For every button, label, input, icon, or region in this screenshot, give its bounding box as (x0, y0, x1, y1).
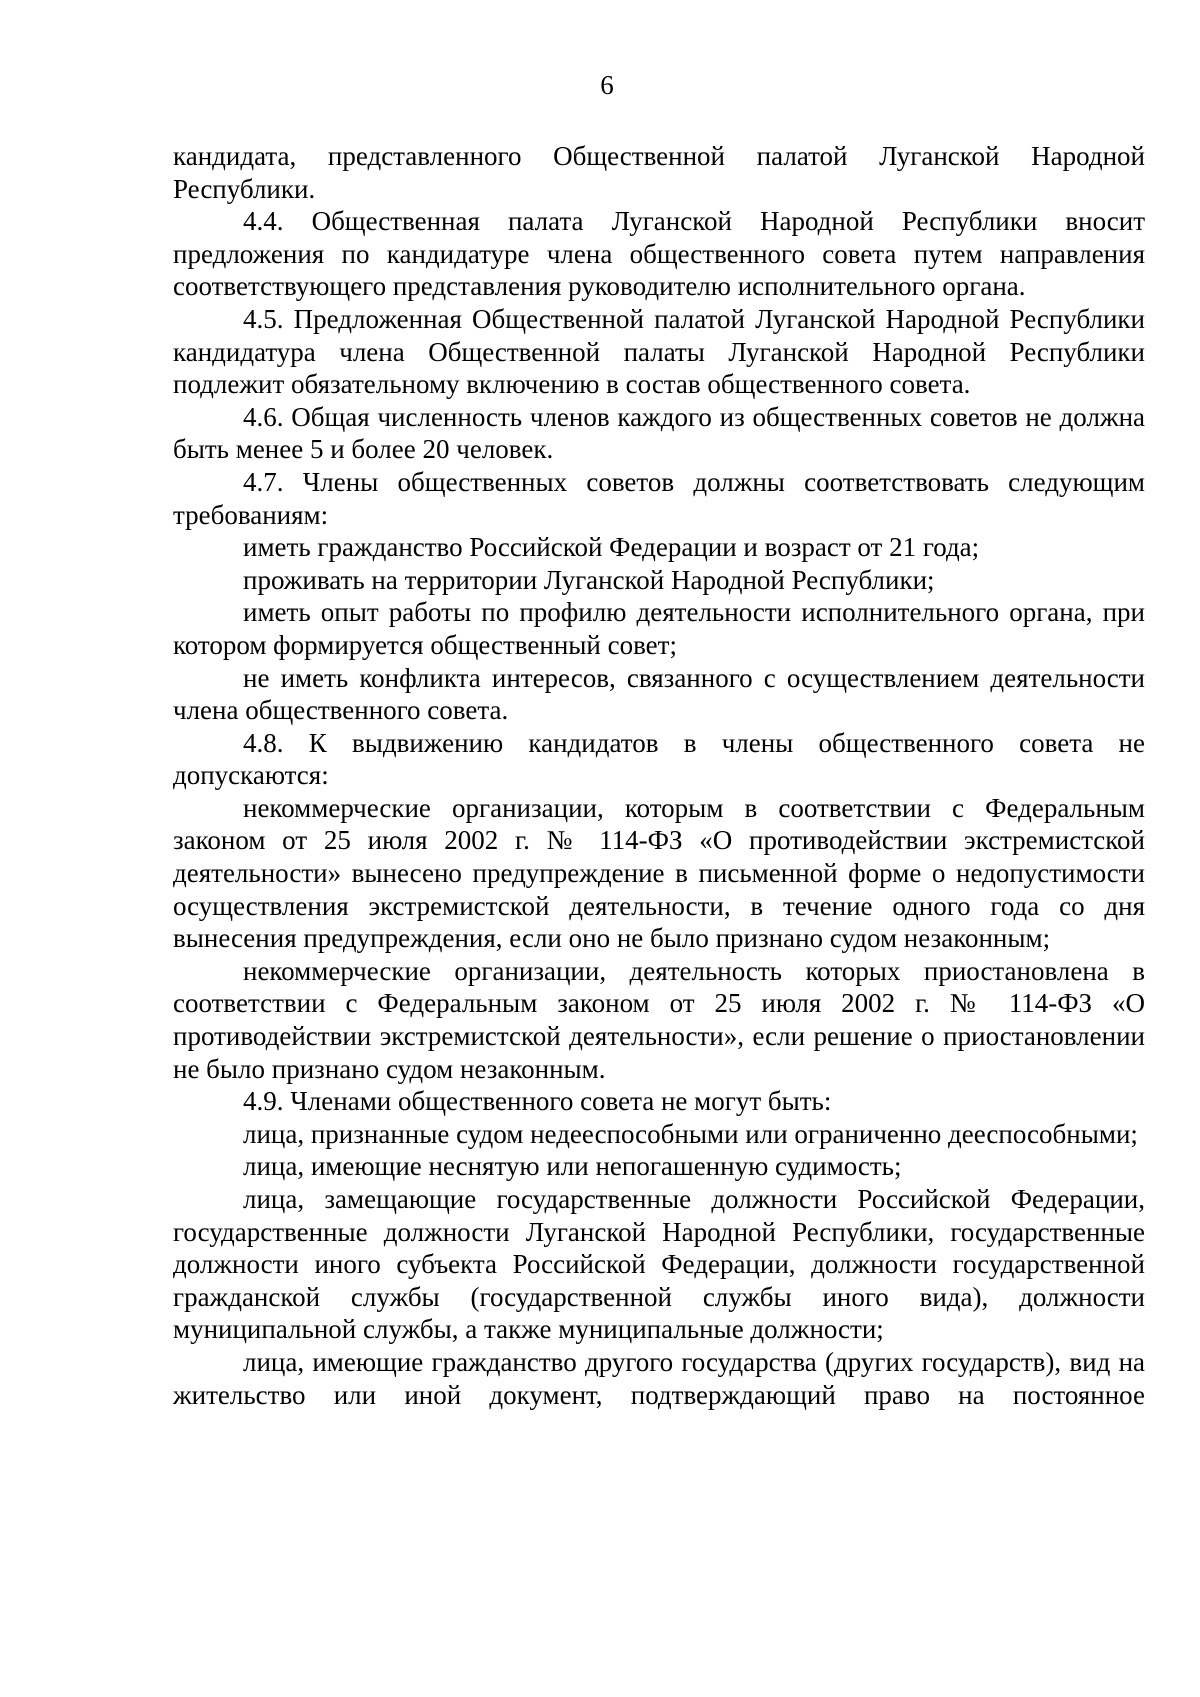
requirement-item: проживать на территории Луганской Народной Республики; (243, 564, 935, 595)
ineligible-item: лица, замещающие государственные должности Российской Федерации, государственные должности Луганской Народной Республики, государственные должности иного субъекта Российской Федерации, должности государственной гражданской службы (государственной службы иного вида), должности муниципальной службы, а также муниципальные должности; (173, 1184, 1145, 1345)
paragraph-4-5: 4.5. Предложенная Общественной палатой Луганской Народной Республики кандидатура члена Общественной палаты Луганской Народной Республики подлежит обязательному включению в состав общественного совета. (173, 303, 1145, 400)
requirement-item: иметь опыт работы по профилю деятельности исполнительного органа, при котором формируется общественный совет; (173, 597, 1145, 660)
document-body (173, 140, 1145, 1411)
ineligible-item: лица, имеющие гражданство другого государства (других государств), вид на жительство или иной документ, подтверждающий право на постоянное (173, 1346, 1145, 1410)
paragraph-4-7: 4.7. Члены общественных советов должны соответствовать следующим требованиям: (173, 466, 1145, 530)
paragraph-4-8: 4.8. К выдвижению кандидатов в члены общественного совета не допускаются: (173, 727, 1145, 791)
requirement-item: не иметь конфликта интересов, связанного с осуществлением деятельности члена общественного совета. (173, 662, 1145, 726)
ineligible-item: лица, признанные судом недееспособными или ограниченно дееспособными; (243, 1118, 1138, 1149)
exclusion-item: некоммерческие организации, которым в соответствии с Федеральным законом от 25 июля 2002 г. № 114-ФЗ «О противодействии экстремистской деятельности» вынесено предупреждение в письменной форме о недопустимости осуществления экстремистской деятельности, в течение одного года со дня вынесения предупреждения, если оно не было признано судом незаконным; (173, 792, 1145, 954)
paragraph-4-6: 4.6. Общая численность членов каждого из общественных советов не должна быть менее 5 и более 20 человек. (173, 401, 1145, 465)
exclusion-item: некоммерческие организации, деятельность которых приостановлена в соответствии с Федеральным законом от 25 июля 2002 г. № 114-ФЗ «О противодействии экстремистской деятельности», если решение о приостановлении не было признано судом незаконным. (173, 955, 1145, 1084)
paragraph-4-9: 4.9. Членами общественного совета не могут быть: (243, 1086, 832, 1117)
ineligible-item: лица, имеющие неснятую или непогашенную судимость; (243, 1151, 902, 1182)
paragraph-continuation: кандидата, представленного Общественной палатой Луганской Народной Республики. (173, 141, 1145, 204)
page-number: 6 (600, 70, 614, 100)
paragraph-4-4: 4.4. Общественная палата Луганской Народной Республики вносит предложения по кандидатуре члена общественного совета путем направления соответствующего представления руководителю исполнительного органа. (173, 206, 1145, 302)
requirement-item: иметь гражданство Российской Федерации и возраст от 21 года; (243, 532, 980, 563)
